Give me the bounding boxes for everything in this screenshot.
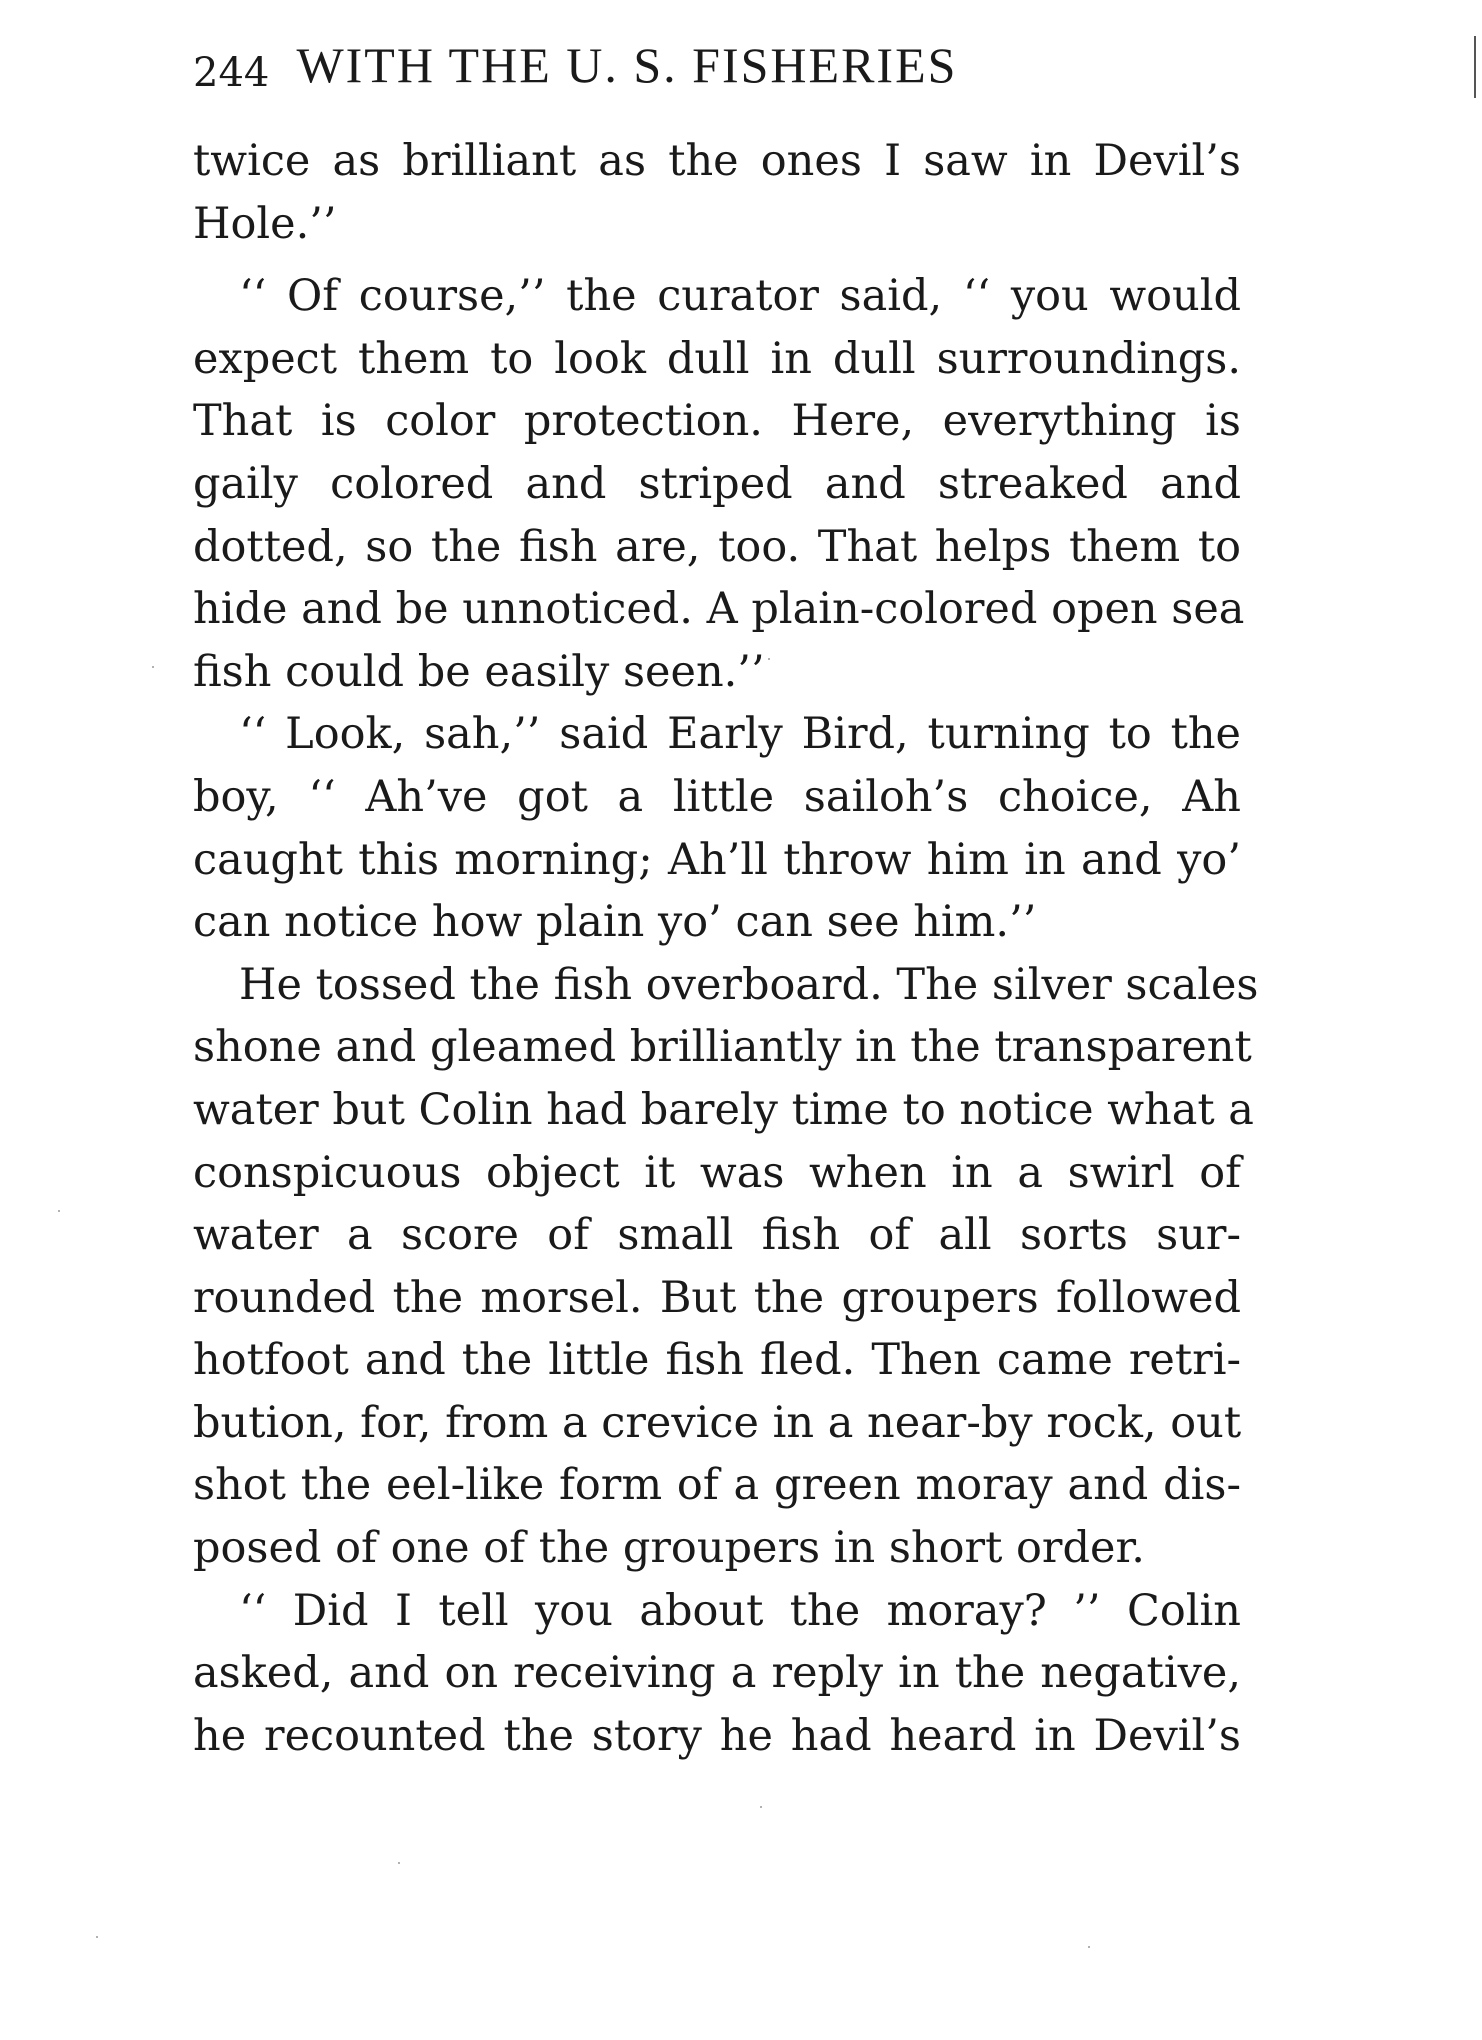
running-head: WITH THE U. S. FISHERIES bbox=[296, 37, 958, 93]
paper-speck bbox=[58, 1210, 60, 1212]
page-number: 244 bbox=[193, 50, 270, 96]
text-line: posed of one of the groupers in short order. bbox=[193, 1523, 1145, 1574]
text-line: expect them to look dull in dull surroundings. bbox=[193, 333, 1241, 384]
paper-speck bbox=[760, 1806, 762, 1808]
text-line: caught this morning; Ah’ll throw him in and yo’ bbox=[193, 834, 1241, 885]
scan-edge-mark bbox=[1474, 36, 1476, 98]
text-line: dotted, so the fish are, too. That helps them to bbox=[193, 521, 1241, 572]
text-line: hide and be unnoticed. A plain-colored open sea bbox=[193, 584, 1245, 635]
text-line: twice as brilliant as the ones I saw in Devil’s bbox=[193, 136, 1241, 186]
paper-speck bbox=[96, 1936, 98, 1938]
text-line: hotfoot and the little fish fled. Then came retri- bbox=[193, 1335, 1241, 1386]
text-line: can notice how plain yo’ can see him.’’ bbox=[193, 897, 1037, 948]
text-line: conspicuous object it was when in a swirl of bbox=[193, 1147, 1241, 1198]
text-line: shot the eel-like form of a green moray and dis- bbox=[193, 1460, 1241, 1511]
text-line: shone and gleamed brilliantly in the transparent bbox=[193, 1022, 1252, 1073]
page-header bbox=[193, 36, 1243, 106]
paragraph-gap bbox=[193, 255, 1241, 265]
paper-speck bbox=[398, 1862, 400, 1864]
body-text bbox=[193, 130, 1259, 1767]
text-line: He tossed the fish overboard. The silver scales bbox=[239, 959, 1259, 1010]
text-line: That is color protection. Here, everything is bbox=[193, 396, 1241, 447]
text-line: bution, for, from a crevice in a near-by rock, out bbox=[193, 1397, 1242, 1448]
text-line: Hole.’’ bbox=[193, 198, 337, 249]
paper-speck bbox=[768, 658, 770, 660]
text-line: ‘‘ Did I tell you about the moray? ’’ Colin bbox=[239, 1585, 1241, 1636]
text-line: ‘‘ Of course,’’ the curator said, ‘‘ you would bbox=[239, 271, 1241, 322]
text-line: he recounted the story he had heard in Devil’s bbox=[193, 1710, 1241, 1761]
text-line: gaily colored and striped and streaked and bbox=[193, 458, 1241, 509]
text-line: rounded the morsel. But the groupers followed bbox=[193, 1272, 1241, 1323]
text-line: water a score of small fish of all sorts sur- bbox=[193, 1210, 1241, 1261]
text-line: water but Colin had barely time to notice what a bbox=[193, 1084, 1254, 1135]
text-line: ‘‘ Look, sah,’’ said Early Bird, turning to the bbox=[239, 709, 1241, 760]
text-line: boy, ‘‘ Ah’ve got a little sailoh’s choice, Ah bbox=[193, 771, 1241, 822]
text-line: asked, and on receiving a reply in the negative, bbox=[193, 1648, 1241, 1699]
text-line: fish could be easily seen.’’ bbox=[193, 646, 765, 697]
paper-speck bbox=[1088, 1946, 1090, 1948]
paper-speck bbox=[152, 666, 154, 668]
